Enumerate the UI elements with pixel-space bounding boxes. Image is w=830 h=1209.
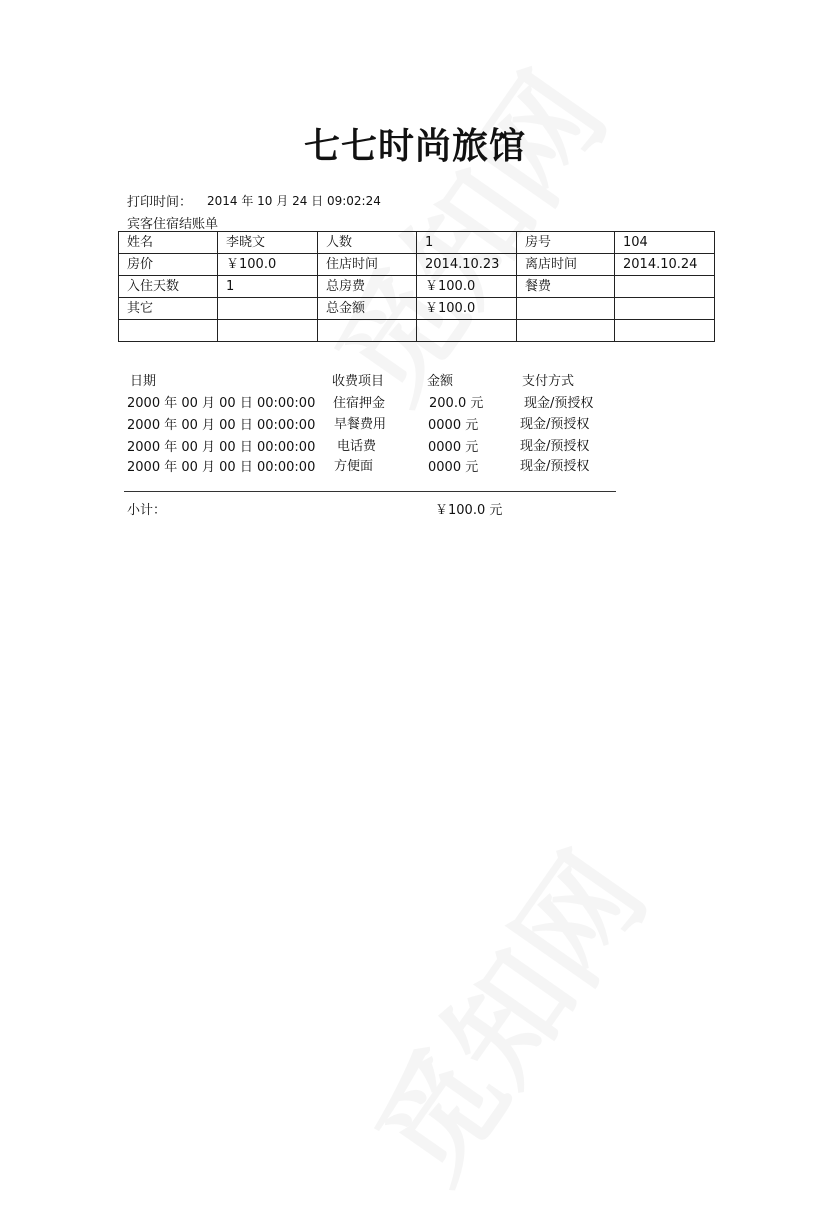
subtotal-value: ￥100.0 元 [435,503,503,518]
table-cell: 人数 [318,232,417,254]
table-row [119,254,715,276]
table-cell [417,320,517,342]
bill-subtitle: 宾客住宿结账单 [127,217,219,232]
guest-info-table [118,231,715,342]
table-cell: 房号 [517,232,615,254]
ledger-date: 2000 年 00 月 00 日 00:00:00 [127,396,316,411]
ledger-amount: 0000 元 [428,440,479,455]
watermark-bottom [330,815,677,1209]
table-cell: 房价 [119,254,218,276]
table-cell: 104 [615,232,715,254]
ledger-date: 2000 年 00 月 00 日 00:00:00 [127,418,316,433]
table-cell: 住店时间 [318,254,417,276]
table-row [119,298,715,320]
ledger-item: 住宿押金 [333,396,386,411]
ledger-item: 早餐费用 [334,417,387,432]
print-time-value: 2014 年 10 月 24 日 09:02:24 [207,194,381,208]
subtotal-divider [124,491,616,492]
table-row [119,232,715,254]
table-row [119,276,715,298]
table-cell: ￥100.0 [417,276,517,298]
table-row [119,320,715,342]
table-cell: 1 [218,276,318,298]
ledger-payment: 现金/预授权 [524,396,594,411]
page-title: 七七时尚旅馆 [303,126,526,167]
ledger-payment: 现金/预授权 [520,459,590,474]
subtotal-label: 小计： [127,503,167,518]
table-cell: 2014.10.23 [417,254,517,276]
table-cell: 餐费 [517,276,615,298]
table-cell: ￥100.0 [218,254,318,276]
table-cell [119,320,218,342]
table-cell [517,320,615,342]
table-cell: 总金额 [318,298,417,320]
table-cell: 其它 [119,298,218,320]
ledger-item: 方便面 [334,459,374,474]
print-time-label: 打印时间： [127,195,193,210]
table-cell [218,320,318,342]
table-cell: 姓名 [119,232,218,254]
table-cell [318,320,417,342]
table-cell: 入住天数 [119,276,218,298]
table-cell [517,298,615,320]
table-cell: 离店时间 [517,254,615,276]
ledger-payment: 现金/预授权 [520,439,590,454]
table-cell: 李晓文 [218,232,318,254]
table-cell: 总房费 [318,276,417,298]
ledger-item: 电话费 [337,439,377,454]
table-cell: 2014.10.24 [615,254,715,276]
ledger-amount: 0000 元 [428,460,479,475]
ledger-header-date: 日期 [130,374,157,389]
table-cell: 1 [417,232,517,254]
ledger-amount: 200.0 元 [429,396,484,411]
ledger-header-amount: 金额 [427,374,454,389]
ledger-amount: 0000 元 [428,418,479,433]
ledger-header-payment: 支付方式 [522,374,575,389]
table-cell [615,276,715,298]
ledger-date: 2000 年 00 月 00 日 00:00:00 [127,440,316,455]
table-cell [615,298,715,320]
ledger-date: 2000 年 00 月 00 日 00:00:00 [127,460,316,475]
table-cell: ￥100.0 [417,298,517,320]
ledger-header-item: 收费项目 [332,374,385,389]
ledger-payment: 现金/预授权 [520,417,590,432]
table-cell [615,320,715,342]
table-cell [218,298,318,320]
